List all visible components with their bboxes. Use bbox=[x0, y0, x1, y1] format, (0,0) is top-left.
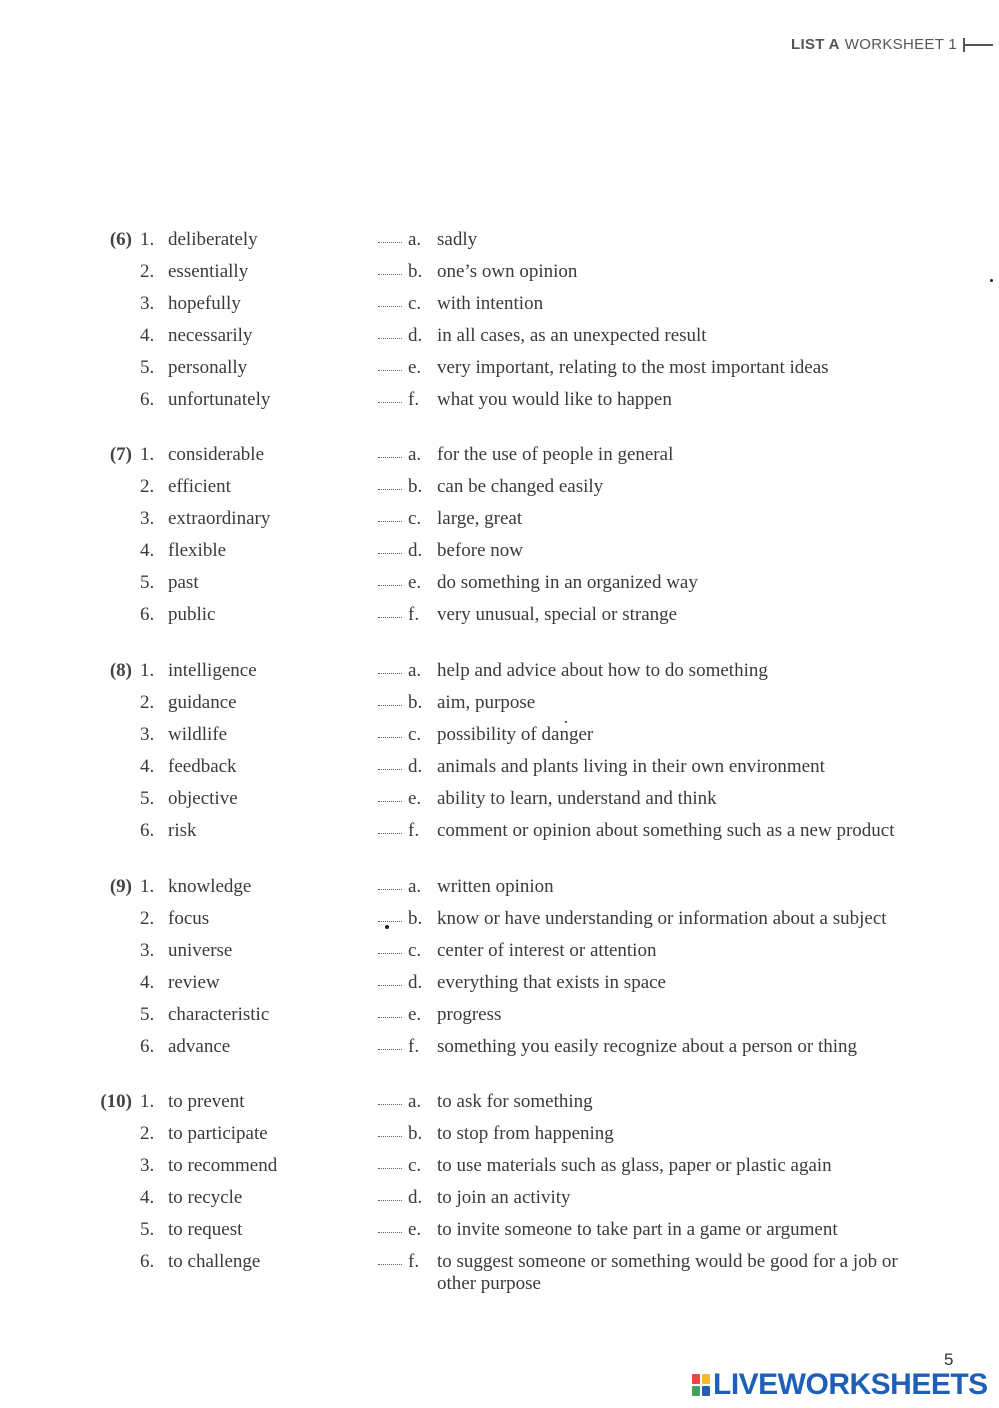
match-row bbox=[0, 293, 999, 325]
exercise-block bbox=[0, 876, 999, 1068]
vocab-word: universe bbox=[168, 940, 233, 961]
definition-letter: f. bbox=[408, 1036, 420, 1057]
definition-text: to ask for something bbox=[437, 1091, 593, 1112]
answer-input[interactable] bbox=[376, 1000, 410, 1026]
worksheet-label: WORKSHEET 1 bbox=[844, 36, 957, 53]
answer-input[interactable] bbox=[376, 752, 410, 778]
definition-text: to stop from happening bbox=[437, 1123, 614, 1144]
definition-letter: b. bbox=[408, 476, 423, 497]
definition-letter: c. bbox=[408, 293, 422, 314]
definition-text: help and advice about how to do something bbox=[437, 660, 768, 681]
item-number: 2. bbox=[140, 476, 155, 497]
vocab-word: essentially bbox=[168, 261, 249, 282]
definition-letter: c. bbox=[408, 940, 422, 961]
exercise-number: (6) bbox=[109, 229, 132, 250]
vocab-word: extraordinary bbox=[168, 508, 271, 529]
definition-text: sadly bbox=[437, 229, 478, 250]
item-number: 4. bbox=[140, 756, 155, 777]
match-row bbox=[0, 1251, 999, 1294]
item-number: 6. bbox=[140, 1036, 155, 1057]
item-number: 5. bbox=[140, 1219, 155, 1240]
definition-text: large, great bbox=[437, 508, 523, 529]
answer-input[interactable] bbox=[376, 536, 410, 562]
definition-text: one’s own opinion bbox=[437, 261, 578, 282]
match-row bbox=[0, 1091, 999, 1123]
match-row bbox=[0, 540, 999, 572]
match-row bbox=[0, 476, 999, 508]
definition-text: to join an activity bbox=[437, 1187, 571, 1208]
answer-input[interactable] bbox=[376, 321, 410, 347]
definition-letter: a. bbox=[408, 876, 422, 897]
match-row bbox=[0, 1123, 999, 1155]
answer-input[interactable] bbox=[376, 289, 410, 315]
vocab-word: knowledge bbox=[168, 876, 252, 897]
match-row bbox=[0, 820, 999, 852]
definition-text: can be changed easily bbox=[437, 476, 604, 497]
item-number: 5. bbox=[140, 357, 155, 378]
match-row bbox=[0, 572, 999, 604]
definition-letter: f. bbox=[408, 389, 420, 410]
answer-input[interactable] bbox=[376, 440, 410, 466]
vocab-word: to participate bbox=[168, 1123, 268, 1144]
vocab-word: necessarily bbox=[168, 325, 253, 346]
item-number: 1. bbox=[140, 444, 155, 465]
vocab-word: characteristic bbox=[168, 1004, 270, 1025]
definition-letter: f. bbox=[408, 1251, 420, 1272]
vocab-word: advance bbox=[168, 1036, 231, 1057]
definition-letter: f. bbox=[408, 820, 420, 841]
definition-text: with intention bbox=[437, 293, 544, 314]
vocab-word: to challenge bbox=[168, 1251, 261, 1272]
answer-input[interactable] bbox=[376, 784, 410, 810]
match-row bbox=[0, 389, 999, 421]
scan-speck bbox=[565, 721, 567, 723]
definition-letter: b. bbox=[408, 261, 423, 282]
match-row bbox=[0, 229, 999, 261]
vocab-word: unfortunately bbox=[168, 389, 271, 410]
answer-input[interactable] bbox=[376, 872, 410, 898]
vocab-word: personally bbox=[168, 357, 248, 378]
definition-text: very unusual, special or strange bbox=[437, 604, 678, 625]
vocab-word: to prevent bbox=[168, 1091, 245, 1112]
vocab-word: wildlife bbox=[168, 724, 228, 745]
exercise-block bbox=[0, 1091, 999, 1294]
vocab-word: guidance bbox=[168, 692, 237, 713]
definition-letter: c. bbox=[408, 724, 422, 745]
vocab-word: risk bbox=[168, 820, 197, 841]
definition-letter: b. bbox=[408, 692, 423, 713]
answer-input[interactable] bbox=[376, 257, 410, 283]
answer-input[interactable] bbox=[376, 720, 410, 746]
vocab-word: to recycle bbox=[168, 1187, 243, 1208]
item-number: 3. bbox=[140, 940, 155, 961]
scan-speck bbox=[385, 925, 389, 929]
item-number: 4. bbox=[140, 1187, 155, 1208]
definition-text: written opinion bbox=[437, 876, 554, 897]
definition-text: ability to learn, understand and think bbox=[437, 788, 717, 809]
exercise-number: (7) bbox=[109, 444, 132, 465]
page-number: 5 bbox=[944, 1350, 954, 1369]
vocab-word: to request bbox=[168, 1219, 243, 1240]
match-row bbox=[0, 444, 999, 476]
definition-text: possibility of danger bbox=[437, 724, 594, 745]
definition-letter: d. bbox=[408, 1187, 423, 1208]
definition-text: comment or opinion about something such as a new product bbox=[437, 820, 895, 841]
definition-letter: d. bbox=[408, 756, 423, 777]
definition-text: aim, purpose bbox=[437, 692, 536, 713]
item-number: 4. bbox=[140, 540, 155, 561]
match-row bbox=[0, 756, 999, 788]
match-row bbox=[0, 1219, 999, 1251]
item-number: 3. bbox=[140, 508, 155, 529]
definition-letter: e. bbox=[408, 788, 422, 809]
definition-letter: a. bbox=[408, 229, 422, 250]
match-row bbox=[0, 940, 999, 972]
answer-input[interactable] bbox=[376, 656, 410, 682]
item-number: 6. bbox=[140, 820, 155, 841]
exercise-block bbox=[0, 660, 999, 852]
definition-text: everything that exists in space bbox=[437, 972, 666, 993]
answer-input[interactable] bbox=[376, 225, 410, 251]
match-row bbox=[0, 972, 999, 1004]
exercise-block bbox=[0, 229, 999, 421]
item-number: 1. bbox=[140, 1091, 155, 1112]
item-number: 5. bbox=[140, 1004, 155, 1025]
item-number: 6. bbox=[140, 604, 155, 625]
item-number: 2. bbox=[140, 1123, 155, 1144]
definition-text: do something in an organized way bbox=[437, 572, 698, 593]
vocab-word: intelligence bbox=[168, 660, 257, 681]
item-number: 3. bbox=[140, 724, 155, 745]
item-number: 5. bbox=[140, 788, 155, 809]
match-row bbox=[0, 908, 999, 940]
definition-text: to use materials such as glass, paper or plastic again bbox=[437, 1155, 832, 1176]
match-row bbox=[0, 724, 999, 756]
vocab-word: objective bbox=[168, 788, 238, 809]
item-number: 4. bbox=[140, 325, 155, 346]
answer-input[interactable] bbox=[376, 816, 410, 842]
item-number: 5. bbox=[140, 572, 155, 593]
definition-letter: d. bbox=[408, 972, 423, 993]
worksheet-header bbox=[791, 36, 993, 53]
match-row bbox=[0, 692, 999, 724]
definition-letter: e. bbox=[408, 1004, 422, 1025]
match-row bbox=[0, 357, 999, 389]
item-number: 4. bbox=[140, 972, 155, 993]
answer-input[interactable] bbox=[376, 472, 410, 498]
item-number: 2. bbox=[140, 692, 155, 713]
match-row bbox=[0, 1155, 999, 1187]
exercise-number: (9) bbox=[109, 876, 132, 897]
match-row bbox=[0, 1187, 999, 1219]
vocab-word: to recommend bbox=[168, 1155, 278, 1176]
definition-letter: f. bbox=[408, 604, 420, 625]
answer-input[interactable] bbox=[376, 353, 410, 379]
vocab-word: past bbox=[168, 572, 199, 593]
logo-text: LIVEWORKSHEETS bbox=[713, 1368, 988, 1401]
item-number: 2. bbox=[140, 908, 155, 929]
vocab-word: public bbox=[168, 604, 216, 625]
match-row bbox=[0, 1036, 999, 1068]
definition-letter: c. bbox=[408, 508, 422, 529]
definition-letter: a. bbox=[408, 1091, 422, 1112]
answer-input[interactable] bbox=[376, 904, 410, 930]
definition-letter: e. bbox=[408, 1219, 422, 1240]
definition-text: very important, relating to the most important ideas bbox=[437, 357, 829, 378]
liveworksheets-logo[interactable] bbox=[692, 1368, 988, 1402]
match-row bbox=[0, 508, 999, 540]
item-number: 3. bbox=[140, 1155, 155, 1176]
answer-input[interactable] bbox=[376, 1032, 410, 1058]
definition-letter: a. bbox=[408, 660, 422, 681]
exercise-block bbox=[0, 444, 999, 636]
answer-input[interactable] bbox=[376, 1183, 410, 1209]
definition-letter: e. bbox=[408, 357, 422, 378]
definition-text: know or have understanding or information about a subject bbox=[437, 908, 887, 929]
match-row bbox=[0, 1004, 999, 1036]
definition-text: animals and plants living in their own environment bbox=[437, 756, 825, 777]
definition-text: to suggest someone or something would be good for a job or other purpose bbox=[437, 1251, 898, 1294]
answer-input[interactable] bbox=[376, 600, 410, 626]
vocab-word: feedback bbox=[168, 756, 237, 777]
answer-input[interactable] bbox=[376, 1247, 410, 1273]
definition-text: in all cases, as an unexpected result bbox=[437, 325, 707, 346]
item-number: 6. bbox=[140, 1251, 155, 1272]
definition-text: center of interest or attention bbox=[437, 940, 657, 961]
answer-input[interactable] bbox=[376, 1215, 410, 1241]
answer-input[interactable] bbox=[376, 688, 410, 714]
vocab-word: focus bbox=[168, 908, 210, 929]
definition-letter: c. bbox=[408, 1155, 422, 1176]
item-number: 6. bbox=[140, 389, 155, 410]
definition-letter: d. bbox=[408, 540, 423, 561]
match-row bbox=[0, 261, 999, 293]
logo-grid-icon bbox=[692, 1374, 710, 1396]
definition-text: to invite someone to take part in a game or argument bbox=[437, 1219, 838, 1240]
match-row bbox=[0, 660, 999, 692]
match-row bbox=[0, 604, 999, 636]
match-row bbox=[0, 876, 999, 908]
definition-text: what you would like to happen bbox=[437, 389, 672, 410]
answer-input[interactable] bbox=[376, 936, 410, 962]
header-rule-icon bbox=[963, 44, 993, 46]
definition-text: something you easily recognize about a person or thing bbox=[437, 1036, 858, 1057]
list-label: LIST A bbox=[791, 36, 840, 53]
vocab-word: deliberately bbox=[168, 229, 258, 250]
item-number: 1. bbox=[140, 660, 155, 681]
answer-input[interactable] bbox=[376, 504, 410, 530]
vocab-word: considerable bbox=[168, 444, 265, 465]
definition-letter: d. bbox=[408, 325, 423, 346]
scan-speck bbox=[990, 279, 993, 282]
answer-input[interactable] bbox=[376, 1119, 410, 1145]
definition-text: progress bbox=[437, 1004, 502, 1025]
vocab-word: hopefully bbox=[168, 293, 241, 314]
definition-text: for the use of people in general bbox=[437, 444, 674, 465]
definition-letter: b. bbox=[408, 1123, 423, 1144]
answer-input[interactable] bbox=[376, 968, 410, 994]
answer-input[interactable] bbox=[376, 1087, 410, 1113]
match-row bbox=[0, 325, 999, 357]
answer-input[interactable] bbox=[376, 568, 410, 594]
item-number: 1. bbox=[140, 229, 155, 250]
exercise-number: (10) bbox=[100, 1091, 132, 1112]
answer-input[interactable] bbox=[376, 1151, 410, 1177]
definition-letter: a. bbox=[408, 444, 422, 465]
answer-input[interactable] bbox=[376, 385, 410, 411]
vocab-word: flexible bbox=[168, 540, 227, 561]
exercise-number: (8) bbox=[109, 660, 132, 681]
item-number: 3. bbox=[140, 293, 155, 314]
definition-text: before now bbox=[437, 540, 523, 561]
vocab-word: efficient bbox=[168, 476, 231, 497]
match-row bbox=[0, 788, 999, 820]
definition-letter: b. bbox=[408, 908, 423, 929]
item-number: 2. bbox=[140, 261, 155, 282]
vocab-word: review bbox=[168, 972, 220, 993]
item-number: 1. bbox=[140, 876, 155, 897]
definition-letter: e. bbox=[408, 572, 422, 593]
